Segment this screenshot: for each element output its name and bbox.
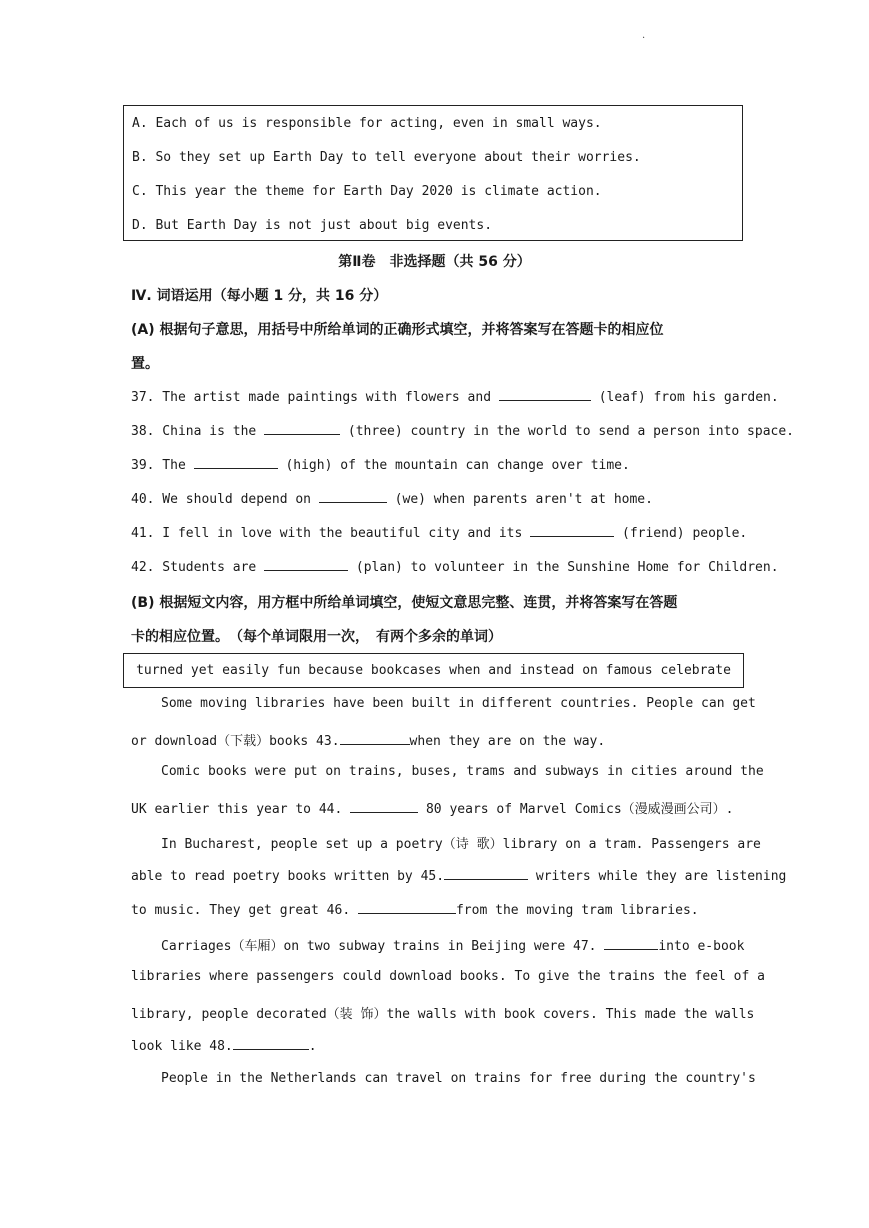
passage-p2-line1: Comic books were put on trains, buses, trams and subways in cities around the (161, 764, 764, 779)
part2-title: 第Ⅱ卷 非选择题（共 56 分） (338, 254, 531, 270)
question-text: 42. Students are (131, 560, 257, 575)
question-text: (friend) people. (622, 526, 748, 541)
answer-blank[interactable] (499, 388, 591, 401)
passage-text: to music. They get great 46. (131, 903, 351, 918)
question-text: 41. I fell in love with the beautiful city and its (131, 526, 523, 541)
passage-text: Carriages（车厢）on two subway trains in Beijing were 47. (161, 939, 597, 954)
passage-p3-line2 (131, 867, 786, 884)
passage-p1-line1: Some moving libraries have been built in different countries. People can get (161, 696, 756, 711)
partB-instruction-line1: (B) 根据短文内容，用方框中所给单词填空，使短文意思完整、连贯，并将答案写在答题 (131, 595, 678, 611)
option-a: A. Each of us is responsible for acting, even in small ways. (132, 116, 602, 131)
options-box (123, 105, 743, 241)
question-text: (three) country in the world to send a person into space. (347, 424, 795, 439)
question-text: 39. The (131, 458, 186, 473)
question-text: (plan) to volunteer in the Sunshine Home for Children. (355, 560, 779, 575)
passage-text: UK earlier this year to 44. (131, 802, 343, 817)
question-text: 40. We should depend on (131, 492, 312, 507)
passage-p4-line4 (131, 1037, 317, 1054)
option-c: C. This year the theme for Earth Day 2020 is climate action. (132, 184, 602, 199)
answer-blank[interactable] (530, 524, 614, 537)
passage-text: writers while they are listening (535, 869, 787, 884)
passage-p4-line1 (161, 935, 744, 954)
question-42 (131, 558, 779, 575)
question-39 (131, 456, 630, 473)
passage-text: or download（下载）books 43. (131, 734, 340, 749)
answer-blank[interactable] (264, 422, 340, 435)
passage-p3-line3 (131, 901, 699, 918)
question-text: 38. China is the (131, 424, 257, 439)
passage-p2-line2 (131, 798, 733, 817)
question-38 (131, 422, 794, 439)
partB-instruction-line2: 卡的相应位置。 （每个单词限用一次， 有两个多余的单词） (131, 629, 502, 645)
option-b: B. So they set up Earth Day to tell everyone about their worries. (132, 150, 641, 165)
passage-text: . (308, 1039, 317, 1054)
answer-blank-48[interactable] (233, 1037, 309, 1050)
option-d: D. But Earth Day is not just about big events. (132, 218, 493, 233)
partA-instruction-line2: 置。 (131, 356, 159, 372)
question-40 (131, 490, 653, 507)
answer-blank-46[interactable] (358, 901, 456, 914)
answer-blank[interactable] (194, 456, 278, 469)
passage-text: 80 years of Marvel Comics（漫威漫画公司）. (425, 802, 734, 817)
answer-blank[interactable] (319, 490, 387, 503)
answer-blank-43[interactable] (340, 732, 410, 745)
question-text: 37. The artist made paintings with flowers and (131, 390, 492, 405)
passage-p1-line2 (131, 730, 605, 749)
answer-blank[interactable] (264, 558, 348, 571)
passage-p5-line1: People in the Netherlands can travel on trains for free during the country's (161, 1071, 756, 1086)
answer-blank-44[interactable] (350, 800, 418, 813)
question-41 (131, 524, 747, 541)
answer-blank-45[interactable] (444, 867, 528, 880)
passage-text: when they are on the way. (409, 734, 606, 749)
passage-p4-line3: library, people decorated（装 饰）the walls with book covers. This made the walls (131, 1007, 755, 1022)
question-text: (we) when parents aren't at home. (394, 492, 653, 507)
passage-text: from the moving tram libraries. (455, 903, 699, 918)
section4-title: Ⅳ. 词语运用（每小题 1 分，共 16 分） (131, 288, 388, 304)
passage-text: into e-book (658, 939, 745, 954)
partA-instruction-line1: (A) 根据句子意思，用括号中所给单词的正确形式填空，并将答案写在答题卡的相应位 (131, 322, 664, 338)
question-text: (high) of the mountain can change over time. (285, 458, 630, 473)
passage-text: able to read poetry books written by 45. (131, 869, 445, 884)
answer-blank-47[interactable] (604, 937, 658, 950)
passage-p3-line1: In Bucharest, people set up a poetry（诗 歌）library on a tram. Passengers are (161, 837, 761, 852)
passage-p4-line2: libraries where passengers could download books. To give the trains the feel of a (131, 969, 765, 984)
question-37 (131, 388, 779, 405)
header-dot: . (642, 30, 646, 41)
passage-text: look like 48. (131, 1039, 233, 1054)
question-text: (leaf) from his garden. (598, 390, 779, 405)
word-bank: turned yet easily fun because bookcases when and instead on famous celebrate (123, 653, 744, 688)
